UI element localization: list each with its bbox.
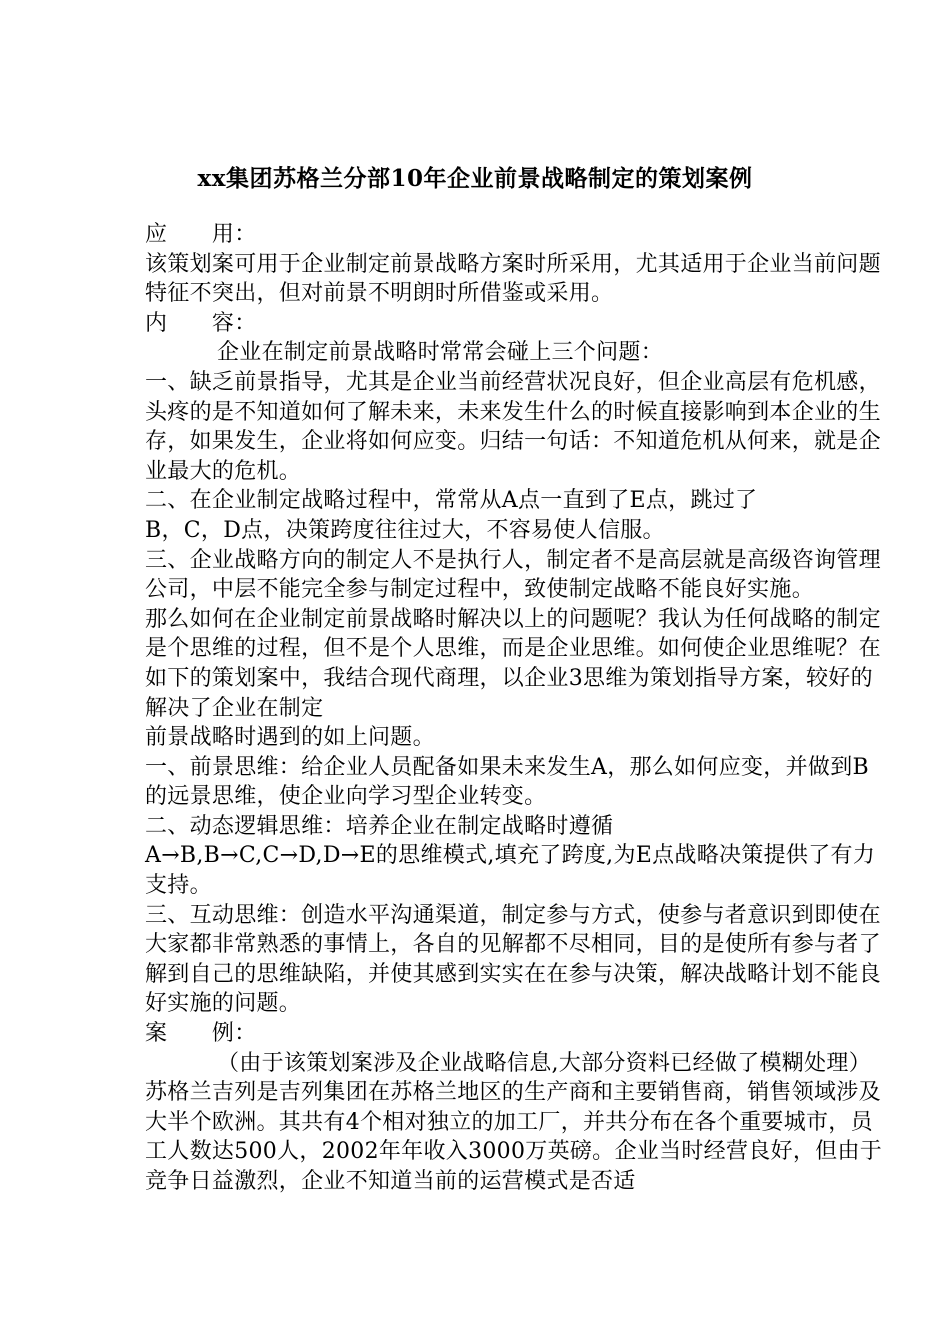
paragraph-thinking-2a: 二、动态逻辑思维：培养企业在制定战略时遵循 (145, 813, 614, 839)
paragraph-problem-2b: B，C，D点，决策跨度往往过大，不容易使人信服。 (145, 517, 665, 543)
paragraph-thinking-2b: A→B,B→C,C→D,D→E的思维模式,填充了跨度,为E点战略决策提供了有力支持。 (145, 843, 876, 899)
paragraph-problem-3: 三、企业战略方向的制定人不是执行人，制定者不是高层就是高级咨询管理公司，中层不能完全参与制定过程中，致使制定战略不能良好实施。 (145, 547, 881, 603)
paragraph-problem-1: 一、缺乏前景指导，尤其是企业当前经营状况良好，但企业高层有危机感，头疼的是不知道如何了解未来，未来发生什么的时候直接影响到本企业的生存，如果发生，企业将如何应变。归结一句话：不知道危机从何来，就是企业最大的危机。 (145, 369, 881, 484)
paragraph-solution-tail: 前景战略时遇到的如上问题。 (145, 725, 435, 751)
paragraph-thinking-3: 三、互动思维：创造水平沟通渠道，制定参与方式，使参与者意识到即使在大家都非常熟悉的事情上，各自的见解都不尽相同，目的是使所有参与者了解到自己的思维缺陷，并使其感到实实在在参与决策，解决战略计划不能良好实施的问题。 (145, 902, 881, 1017)
paragraph-thinking-1: 一、前景思维：给企业人员配备如果未来发生A，那么如何应变，并做到B的远景思维，使企业向学习型企业转变。 (145, 754, 869, 810)
paragraph-case-note: （由于该策划案涉及企业战略信息,大部分资料已经做了模糊处理） (217, 1050, 871, 1076)
label-application: 应 用： (145, 222, 257, 247)
paragraph-solution: 那么如何在企业制定前景战略时解决以上的问题呢？我认为任何战略的制定是个思维的过程，但不是个人思维，而是企业思维。如何使企业思维呢？在如下的策划案中，我结合现代商理，以企业3思维为策划指导方案，较好的解决了企业在制定 (145, 606, 881, 721)
paragraph-application: 该策划案可用于企业制定前景战略方案时所采用，尤其适用于企业当前问题特征不突出，但对前景不明朗时所借鉴或采用。 (145, 251, 881, 307)
label-content: 内 容： (145, 310, 257, 336)
paragraph-intro: 企业在制定前景战略时常常会碰上三个问题： (217, 340, 664, 366)
document-body (145, 220, 885, 1197)
document-title: xx集团苏格兰分部10年企业前景战略制定的策划案例 (197, 165, 753, 192)
paragraph-case-body: 苏格兰吉列是吉列集团在苏格兰地区的生产商和主要销售商，销售领域涉及大半个欧洲。其共有4个相对独立的加工厂，并共分布在各个重要城市，员工人数达500人，2002年年收入3000万英磅。企业当时经营良好，但由于竞争日益激烈，企业不知道当前的运营模式是否适 (145, 1080, 883, 1194)
label-case: 案 例： (145, 1021, 257, 1047)
paragraph-problem-2a: 二、在企业制定战略过程中，常常从A点一直到了E点，跳过了 (145, 488, 758, 514)
